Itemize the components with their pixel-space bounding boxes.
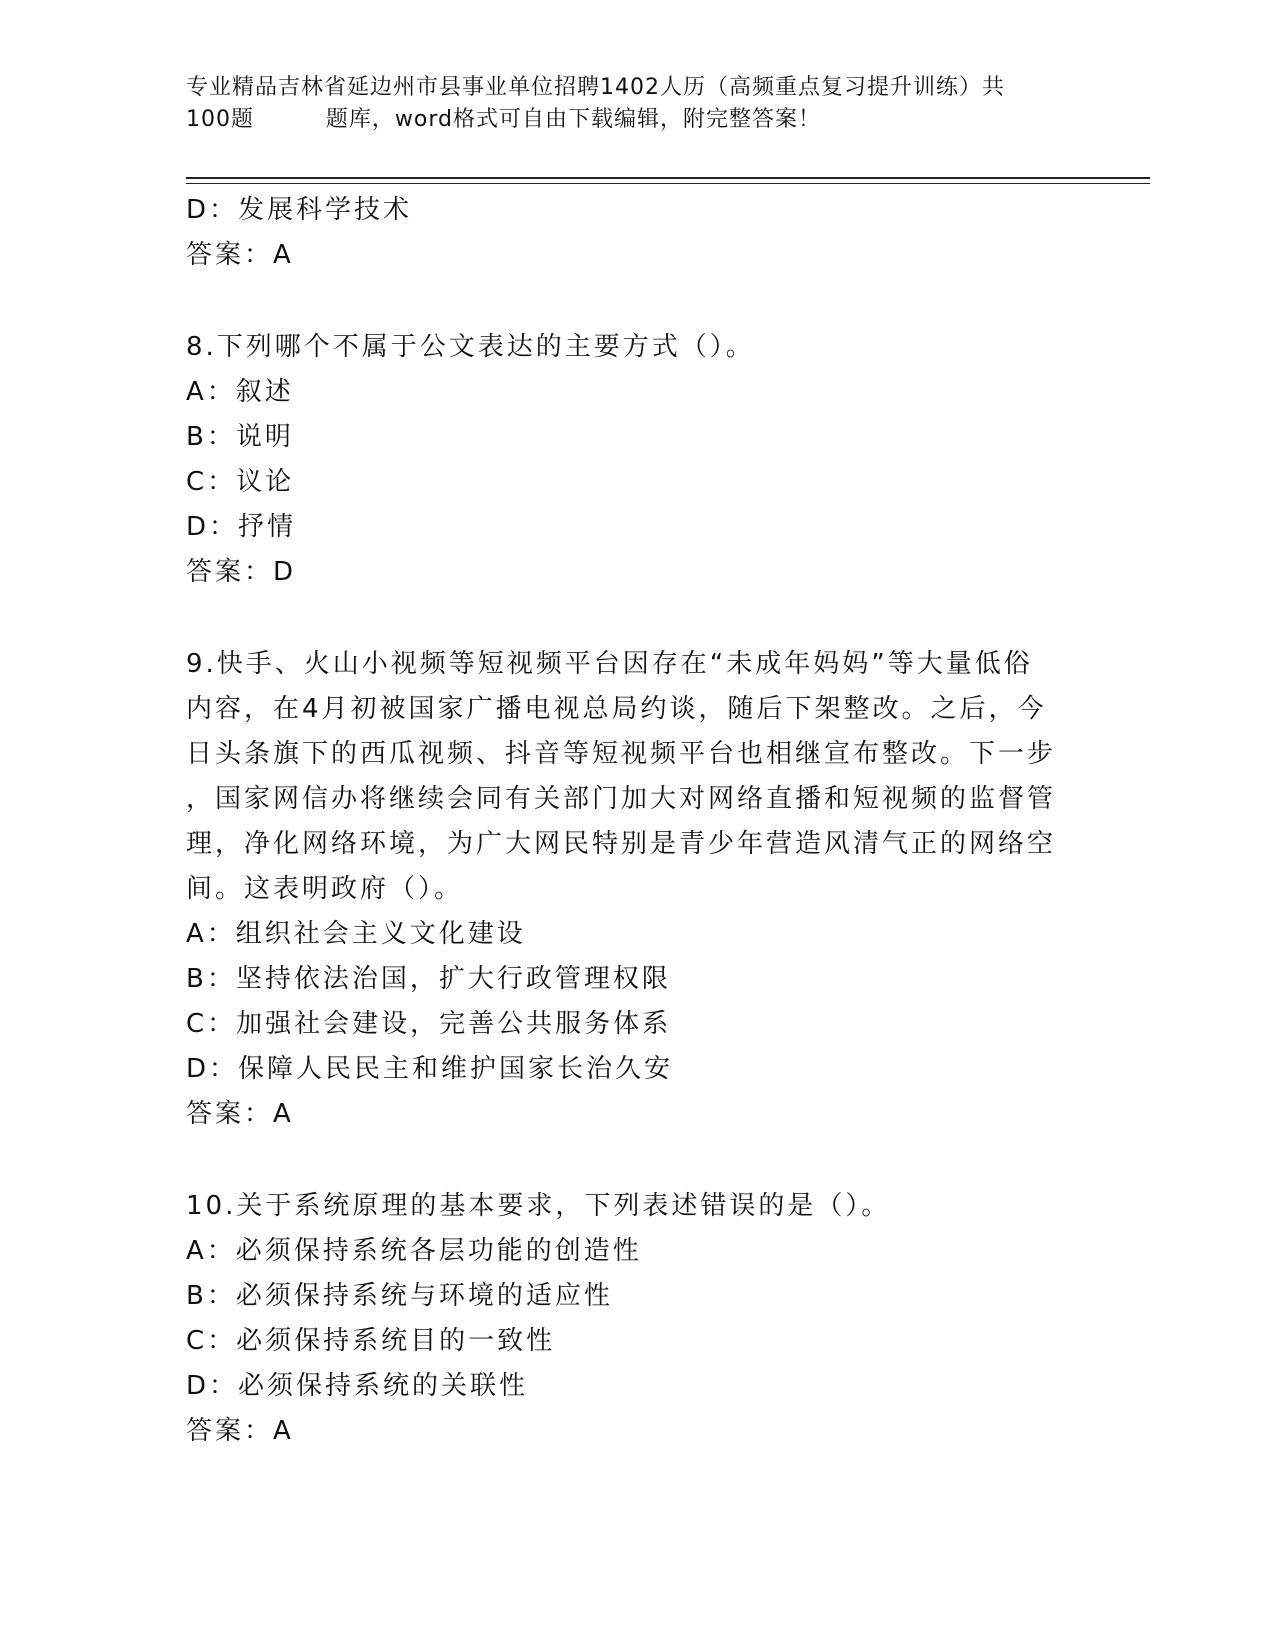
spacer xyxy=(186,595,1066,642)
question-9-answer: 答案：A xyxy=(186,1099,294,1129)
question-10-option-c: C：必须保持系统目的一致性 xyxy=(186,1326,556,1356)
spacer xyxy=(186,278,1066,325)
question-10-option-a: A：必须保持系统各层功能的创造性 xyxy=(186,1236,642,1266)
question-10-answer: 答案：A xyxy=(186,1416,294,1446)
option-d: D：发展科学技术 xyxy=(186,195,413,225)
document-header xyxy=(186,72,1086,136)
question-9-stem-line-1: 9.快手、火山小视频等短视频平台因存在“未成年妈妈”等大量低俗 xyxy=(186,649,1033,679)
question-9-stem-line-4: ，国家网信办将继续会同有关部门加大对网络直播和短视频的监督管 xyxy=(186,784,1057,814)
question-9-option-b: B：坚持依法治国，扩大行政管理权限 xyxy=(186,964,671,994)
question-10-stem: 10.关于系统原理的基本要求，下列表述错误的是（）。 xyxy=(186,1191,891,1221)
spacer xyxy=(186,1137,1066,1184)
question-8-stem: 8.下列哪个不属于公文表达的主要方式（）。 xyxy=(186,332,755,362)
question-10-option-b: B：必须保持系统与环境的适应性 xyxy=(186,1281,613,1311)
header-title-line-2: 100题 题库，word格式可自由下载编辑，附完整答案！ xyxy=(186,107,822,132)
question-8-option-c: C：议论 xyxy=(186,467,295,497)
header-title-line-1: 专业精品吉林省延边州市县事业单位招聘1402人历（高频重点复习提升训练）共 xyxy=(186,75,1005,100)
question-9-stem-line-6: 间。这表明政府（）。 xyxy=(186,874,464,904)
question-9-option-d: D：保障人民民主和维护国家长治久安 xyxy=(186,1054,674,1084)
question-8-answer: 答案：D xyxy=(186,557,297,587)
question-9-option-a: A：组织社会主义文化建设 xyxy=(186,919,526,949)
question-9-option-c: C：加强社会建设，完善公共服务体系 xyxy=(186,1009,672,1039)
question-10-option-d: D：必须保持系统的关联性 xyxy=(186,1371,529,1401)
question-9-stem-line-3: 日头条旗下的西瓜视频、抖音等短视频平台也相继宣布整改。下一步 xyxy=(186,739,1057,769)
document-body xyxy=(186,188,1066,1454)
answer: 答案：A xyxy=(186,240,294,270)
question-9-stem-line-2: 内容，在4月初被国家广播电视总局约谈，随后下架整改。之后，今 xyxy=(186,694,1047,724)
question-8-option-a: A：叙述 xyxy=(186,377,294,407)
question-8-option-b: B：说明 xyxy=(186,422,294,452)
question-9-stem-line-5: 理，净化网络环境，为广大网民特别是青少年营造风清气正的网络空 xyxy=(186,829,1057,859)
question-8-option-d: D：抒情 xyxy=(186,512,297,542)
header-divider xyxy=(186,177,1150,184)
